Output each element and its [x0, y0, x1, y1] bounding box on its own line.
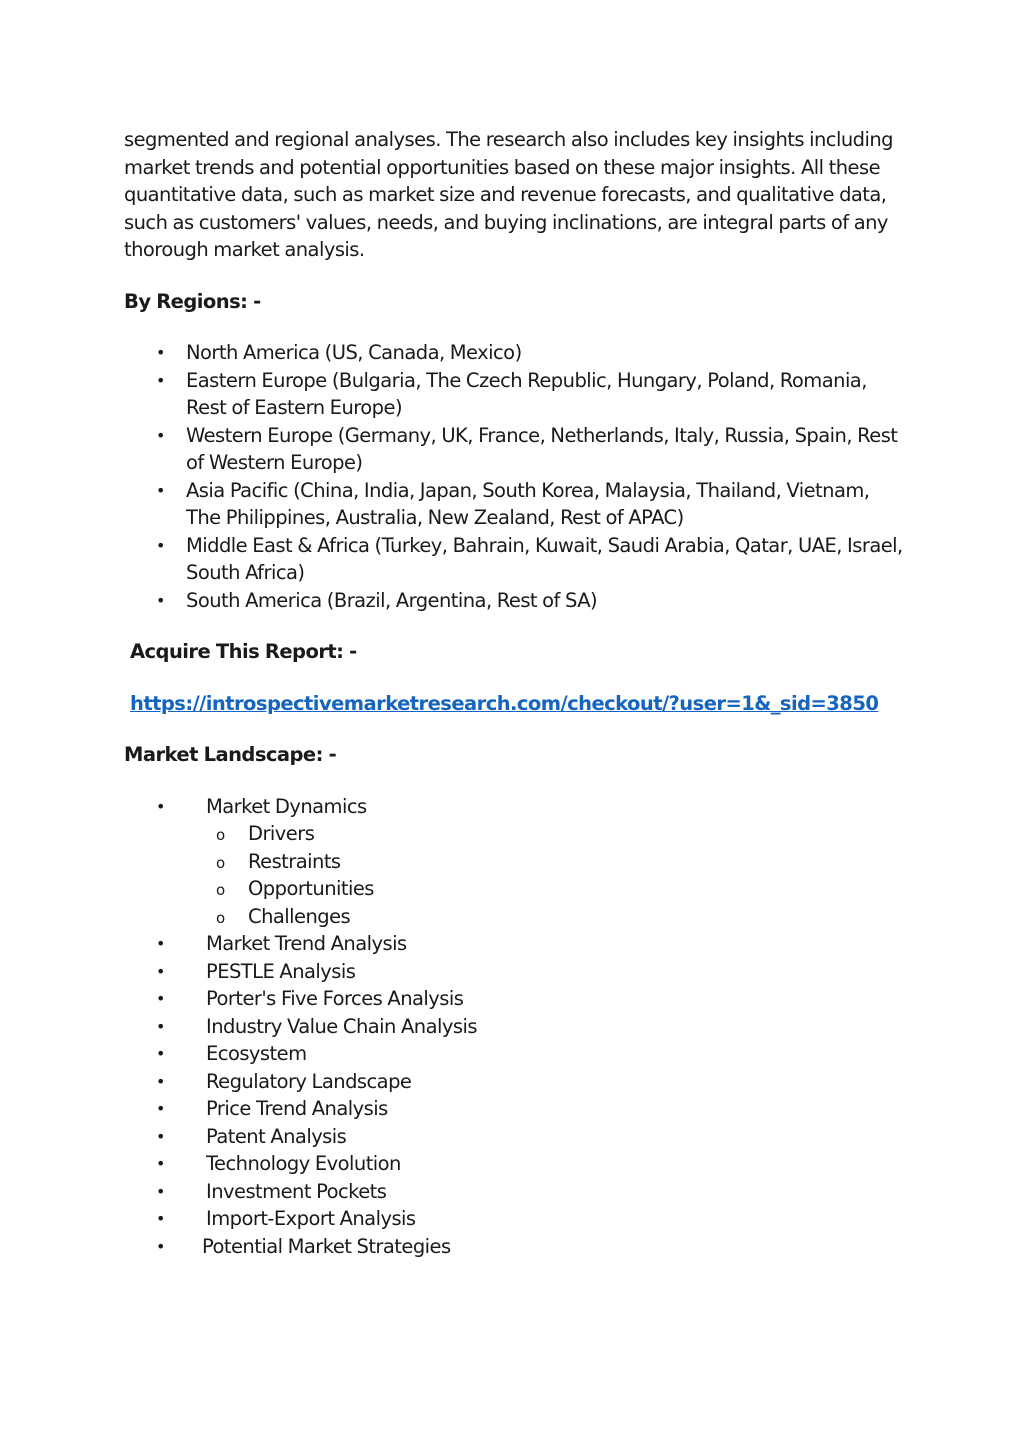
- list-item: [124, 930, 904, 958]
- list-item: [124, 793, 904, 931]
- bullet-icon: •: [156, 590, 165, 610]
- landscape-label: Technology Evolution: [206, 1152, 401, 1175]
- sublist-item: [124, 820, 904, 848]
- intro-paragraph: segmented and regional analyses. The research also includes key insights including market trends and potential opportunities based on these major insights. All these quantitative data, such as market size and revenue forecasts, and qualitative data, such as customers' values, needs, and buying inclinations, are integral parts of any thorough market analysis.: [124, 128, 893, 261]
- landscape-label: Regulatory Landscape: [206, 1069, 412, 1093]
- region-label: Eastern Europe (Bulgaria, The Czech Republic, Hungary, Poland, Romania, Rest of Eastern Europe): [186, 368, 867, 419]
- region-label: Middle East & Africa (Turkey, Bahrain, Kuwait, Saudi Arabia, Qatar, UAE, Israel, South Africa): [186, 533, 903, 584]
- list-item: [124, 1178, 904, 1206]
- dynamics-sublist: [206, 820, 904, 930]
- bullet-icon: •: [156, 796, 165, 816]
- list-item: [124, 587, 904, 615]
- sub-label: Drivers: [248, 822, 315, 845]
- list-item: [124, 422, 904, 477]
- bullet-icon: •: [156, 1154, 165, 1173]
- checkout-link[interactable]: https://introspectivemarketresearch.com/checkout/?user=1&_sid=3850: [130, 691, 879, 715]
- list-item: [124, 339, 904, 367]
- regions-list: [124, 339, 904, 614]
- bullet-icon: •: [156, 480, 165, 500]
- landscape-heading: Market Landscape: -: [124, 743, 337, 766]
- bullet-icon: •: [156, 1016, 165, 1036]
- sublist-item: [124, 903, 904, 931]
- bullet-icon: •: [156, 1236, 165, 1256]
- sub-label: Challenges: [248, 904, 351, 928]
- list-item: [124, 1040, 904, 1068]
- acquire-heading: Acquire This Report: -: [130, 640, 357, 663]
- bullet-icon: •: [156, 370, 165, 390]
- acquire-link-paragraph: [130, 690, 904, 718]
- bullet-icon: •: [156, 425, 165, 445]
- bullet-icon: •: [156, 1099, 165, 1118]
- bullet-icon: •: [156, 1044, 165, 1063]
- circle-bullet-icon: o: [216, 826, 225, 844]
- list-item: [124, 1150, 904, 1178]
- landscape-label: PESTLE Analysis: [206, 959, 356, 983]
- list-item: [124, 532, 904, 587]
- circle-bullet-icon: o: [216, 853, 225, 872]
- landscape-label: Import-Export Analysis: [206, 1207, 416, 1230]
- list-item: [124, 1095, 904, 1123]
- list-item: [124, 1068, 904, 1096]
- list-item: [124, 1013, 904, 1041]
- landscape-label: Industry Value Chain Analysis: [206, 1014, 477, 1038]
- sub-label: Opportunities: [248, 877, 374, 900]
- bullet-icon: •: [156, 535, 165, 555]
- list-item: [124, 958, 904, 986]
- landscape-label: Patent Analysis: [206, 1124, 347, 1148]
- region-label: Western Europe (Germany, UK, France, Netherlands, Italy, Russia, Spain, Rest of Western Europe): [186, 423, 898, 474]
- sublist-item: [124, 875, 904, 903]
- bullet-icon: •: [156, 989, 165, 1008]
- bullet-icon: •: [156, 961, 165, 981]
- region-label: Asia Pacific (China, India, Japan, South Korea, Malaysia, Thailand, Vietnam, The Philippines, Australia, New Zealand, Rest of APAC): [186, 478, 870, 529]
- bullet-icon: •: [156, 1209, 165, 1228]
- region-label: South America (Brazil, Argentina, Rest of SA): [186, 588, 598, 612]
- landscape-label: Price Trend Analysis: [206, 1097, 388, 1120]
- list-item: [124, 477, 904, 532]
- list-item: [124, 1205, 904, 1233]
- bullet-icon: •: [156, 1126, 165, 1146]
- landscape-label: Ecosystem: [206, 1042, 307, 1065]
- list-item: [124, 1123, 904, 1151]
- list-item: [124, 1233, 904, 1261]
- circle-bullet-icon: o: [216, 908, 225, 927]
- bullet-icon: •: [156, 1071, 165, 1091]
- list-item: [124, 985, 904, 1013]
- landscape-label: Market Dynamics: [206, 794, 367, 818]
- landscape-list: [124, 793, 904, 1261]
- document-page: [124, 126, 904, 1260]
- regions-heading: By Regions: -: [124, 289, 261, 313]
- landscape-label: Market Trend Analysis: [206, 932, 407, 955]
- landscape-label: Investment Pockets: [206, 1179, 387, 1203]
- circle-bullet-icon: o: [216, 881, 225, 899]
- bullet-icon: •: [156, 343, 165, 362]
- sub-label: Restraints: [248, 849, 341, 873]
- bullet-icon: •: [156, 1181, 165, 1201]
- region-label: North America (US, Canada, Mexico): [186, 341, 522, 364]
- list-item: [124, 367, 904, 422]
- landscape-label: Porter's Five Forces Analysis: [206, 987, 464, 1010]
- bullet-icon: •: [156, 934, 165, 953]
- sublist-item: [124, 848, 904, 876]
- landscape-label: Potential Market Strategies: [202, 1234, 451, 1258]
